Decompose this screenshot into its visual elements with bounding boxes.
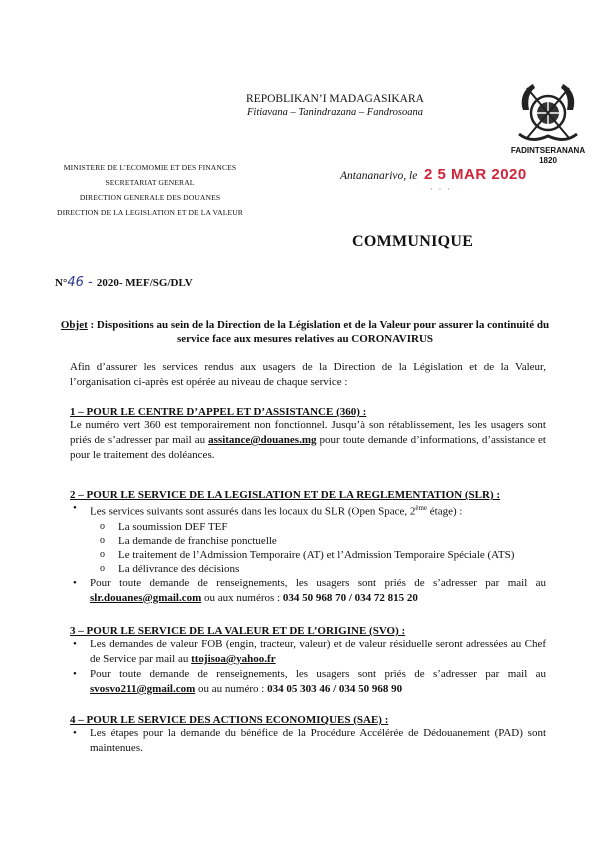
section-slr <box>70 489 546 606</box>
bullet-text: étage) : <box>427 505 463 518</box>
ministry-line: SECRETARIAT GENERAL <box>105 178 195 187</box>
list-item <box>70 501 546 520</box>
republic-name: REPOBLIKAN’I MADAGASIKARA <box>246 93 424 105</box>
list-item: • Les étapes pour la demande du bénéfice de la Procédure Accélérée de Dédouanement (PAD) sont maintenues. <box>70 726 546 756</box>
republic-motto: Fitiavana – Tanindrazana – Fandrosoana <box>247 107 423 118</box>
republic-header <box>230 92 440 120</box>
ref-suffix: 2020- MEF/SG/DLV <box>96 277 193 289</box>
ministry-block <box>40 160 260 220</box>
section-title: 1 – POUR LE CENTRE D’APPEL ET D’ASSISTANCE (360) : <box>70 406 367 418</box>
list-item <box>70 637 546 667</box>
sub-list-item: o La demande de franchise ponctuelle <box>70 534 546 548</box>
seal-caption <box>500 146 596 166</box>
bullet-text: ou aux numéros : <box>201 591 283 604</box>
sub-list-item: o Le traitement de l’Admission Temporaire (AT) et l’Admission Temporaire Spéciale (ATS) <box>70 548 546 562</box>
bullet-text: Les services suivants sont assurés dans les locaux du SLR (Open Space, 2 <box>90 505 416 518</box>
email-link[interactable]: slr.douanes@gmail.com <box>90 591 202 604</box>
ministry-line: DIRECTION DE LA LEGISLATION ET DE LA VALEUR <box>57 208 243 217</box>
ref-prefix: N° <box>55 277 68 289</box>
email-link[interactable]: assitance@douanes.mg <box>208 434 317 446</box>
phone-numbers: 034 05 303 46 / 034 50 968 90 <box>267 683 403 695</box>
seal-caption-name: FADINTSERANANA <box>510 146 586 155</box>
section-sae <box>70 714 546 756</box>
ministry-line: MINISTERE DE L’ECOMOMIE ET DES FINANCES <box>63 163 237 172</box>
ministry-line: DIRECTION GENERALE DES DOUANES <box>79 193 221 202</box>
intro-paragraph: Afin d’assurer les services rendus aux usagers de la Direction de la Législation et de la Valeur, l’organisation ci-après est opérée au niveau de chaque service : <box>70 361 546 388</box>
superscript: ème <box>415 504 428 512</box>
sub-list-item: o La soumission DEF TEF <box>70 520 546 534</box>
section-title: 2 – POUR LE SERVICE DE LA LEGISLATION ET DE LA REGLEMENTATION (SLR) : <box>70 489 501 501</box>
section-360 <box>70 406 546 463</box>
seal-caption-year: 1820 <box>539 156 557 165</box>
section-title: 3 – POUR LE SERVICE DE LA VALEUR ET DE L’ORIGINE (SVO) : <box>70 625 406 637</box>
list-item <box>70 576 546 606</box>
section-svo <box>70 625 546 697</box>
date-prefix: Antananarivo, le <box>340 170 418 182</box>
list-item <box>70 667 546 697</box>
email-link[interactable]: ttojisoa@yahoo.fr <box>191 653 276 665</box>
subject-block <box>55 318 555 346</box>
ref-handwritten-number: 46 <box>67 275 84 290</box>
ref-dash: - <box>83 275 97 290</box>
bullet-text: Les demandes de valeur FOB (engin, tracteur, valeur) et de valeur résiduelle seront adressées au Chef de Service par mail au <box>90 638 546 665</box>
section-body <box>70 418 546 463</box>
stamp-marks: ··· <box>430 185 456 194</box>
section-text: Le numéro vert 360 est temporairement non fonctionnel. Jusqu’à son rétablissement, les les usagers sont priés de s’adresser par mail au <box>70 419 546 446</box>
bullet-text: ou au numéro : <box>195 683 268 695</box>
subject-label: Objet <box>60 319 88 331</box>
section-text: pour toute demande d’informations, d’assistance et pour le traitement des doléances. <box>70 434 546 461</box>
email-link[interactable]: svosvo211@gmail.com <box>90 683 196 695</box>
sub-list-item: o La délivrance des décisions <box>70 562 546 576</box>
bullet-text: Pour toute demande de renseignements, les usagers sont priés de s’adresser par mail au <box>90 576 546 589</box>
reference-number <box>55 275 193 290</box>
date-stamp: 2 5 MAR 2020 <box>424 166 527 183</box>
customs-seal-emblem <box>515 80 581 146</box>
subject-text: : Dispositions au sein de la Direction de la Législation et de la Valeur pour assurer la continuité du service face aux mesures relatives au CORONAVIRUS <box>87 319 550 345</box>
document-title: COMMUNIQUE <box>352 233 474 250</box>
phone-numbers: 034 50 968 70 / 034 72 815 20 <box>282 591 418 604</box>
bullet-text: Pour toute demande de renseignements, les usagers sont priés de s’adresser par mail au <box>90 668 546 680</box>
section-title: 4 – POUR LE SERVICE DES ACTIONS ECONOMIQUES (SAE) : <box>70 714 389 726</box>
